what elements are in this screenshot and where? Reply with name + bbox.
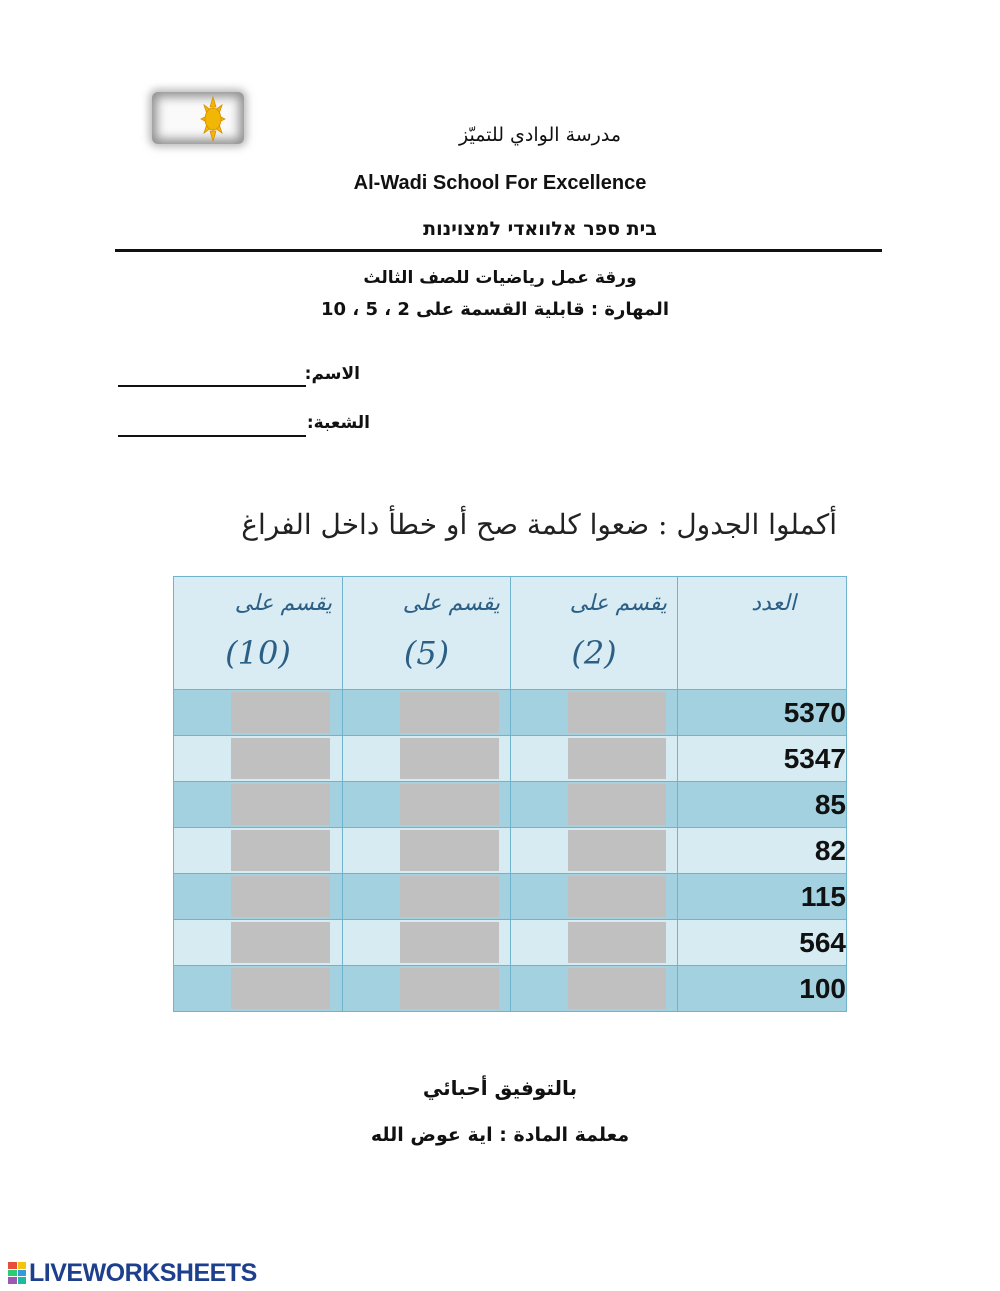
- header-divisible-by-10: [174, 577, 343, 690]
- cell-div-5: [343, 782, 511, 828]
- answer-input-div-10[interactable]: [231, 692, 330, 733]
- cell-div-10: [174, 920, 343, 966]
- answer-input-div-2[interactable]: [568, 830, 666, 871]
- answer-input-div-10[interactable]: [231, 968, 330, 1009]
- cell-div-2: [511, 782, 678, 828]
- cell-div-5: [343, 828, 511, 874]
- header-divisible-by-5: [343, 577, 511, 690]
- answer-input-div-2[interactable]: [568, 922, 666, 963]
- number-cell: 5347: [678, 736, 847, 782]
- closing-wishes: بالتوفيق أحبائي: [422, 1076, 578, 1100]
- instruction-text: أكملوا الجدول : ضعوا كلمة صح أو خطأ داخل الفراغ: [241, 508, 837, 541]
- answer-input-div-5[interactable]: [400, 692, 499, 733]
- school-name-english: Al-Wadi School For Excellence: [353, 172, 647, 194]
- header-divisible-by-2: [511, 577, 678, 690]
- answer-input-div-10[interactable]: [231, 784, 330, 825]
- number-cell: 85: [678, 782, 847, 828]
- header-divisible-label: يقسم على: [402, 591, 500, 616]
- answer-input-div-5[interactable]: [400, 968, 499, 1009]
- answer-input-div-10[interactable]: [231, 738, 330, 779]
- cell-div-10: [174, 966, 343, 1012]
- section-label: الشعبة:: [306, 413, 370, 433]
- cell-div-5: [343, 874, 511, 920]
- answer-input-div-2[interactable]: [568, 692, 666, 733]
- answer-input-div-2[interactable]: [568, 784, 666, 825]
- divisibility-table: [173, 576, 847, 1012]
- header-divisor-2: (2): [571, 634, 617, 672]
- header-divider: [115, 249, 882, 252]
- cell-div-5: [343, 690, 511, 736]
- cell-div-10: [174, 874, 343, 920]
- header-divisible-label: يقسم على: [569, 591, 667, 616]
- answer-input-div-5[interactable]: [400, 922, 499, 963]
- answer-input-div-2[interactable]: [568, 738, 666, 779]
- header-number: [678, 577, 847, 690]
- sun-logo-icon: [198, 95, 228, 143]
- answer-input-div-2[interactable]: [568, 876, 666, 917]
- table-row: [174, 690, 847, 736]
- number-cell: 115: [678, 874, 847, 920]
- cell-div-2: [511, 920, 678, 966]
- number-cell: 100: [678, 966, 847, 1012]
- school-name-arabic: مدرسة الوادي للتميّز: [458, 124, 622, 146]
- answer-input-div-10[interactable]: [231, 830, 330, 871]
- cell-div-2: [511, 690, 678, 736]
- table-row: [174, 874, 847, 920]
- answer-input-div-2[interactable]: [568, 968, 666, 1009]
- teacher-signature: معلمة المادة : اية عوض الله: [370, 1124, 630, 1146]
- worksheet-title: ورقة عمل رياضيات للصف الثالث: [363, 268, 637, 288]
- cell-div-5: [343, 920, 511, 966]
- section-input-line[interactable]: [118, 435, 306, 437]
- cell-div-10: [174, 690, 343, 736]
- liveworksheets-logo[interactable]: [8, 1259, 257, 1287]
- cell-div-10: [174, 736, 343, 782]
- number-cell: 5370: [678, 690, 847, 736]
- cell-div-10: [174, 828, 343, 874]
- answer-input-div-5[interactable]: [400, 876, 499, 917]
- answer-input-div-5[interactable]: [400, 830, 499, 871]
- cell-div-2: [511, 828, 678, 874]
- answer-input-div-5[interactable]: [400, 784, 499, 825]
- cell-div-5: [343, 966, 511, 1012]
- answer-input-div-10[interactable]: [231, 876, 330, 917]
- worksheet-skill: المهارة : قابلية القسمة على 2 ، 5 ، 10: [321, 299, 669, 320]
- number-cell: 564: [678, 920, 847, 966]
- table-row: [174, 828, 847, 874]
- answer-input-div-5[interactable]: [400, 738, 499, 779]
- name-input-line[interactable]: [118, 385, 306, 387]
- number-cell: 82: [678, 828, 847, 874]
- header-divisor-10: (10): [225, 634, 291, 672]
- table-row: [174, 920, 847, 966]
- header-divisor-5: (5): [403, 634, 450, 672]
- table-row: [174, 782, 847, 828]
- header-number-label: العدد: [751, 591, 796, 616]
- cell-div-10: [174, 782, 343, 828]
- header-divisible-label: يقسم على: [234, 591, 332, 616]
- liveworksheets-brand: LIVEWORKSHEETS: [29, 1258, 257, 1287]
- cell-div-2: [511, 736, 678, 782]
- table-row: [174, 966, 847, 1012]
- name-label: الاسم:: [304, 364, 360, 384]
- cell-div-2: [511, 874, 678, 920]
- cell-div-2: [511, 966, 678, 1012]
- liveworksheets-icon: [8, 1262, 26, 1284]
- table-row: [174, 736, 847, 782]
- cell-div-5: [343, 736, 511, 782]
- school-name-hebrew: בית ספר אלוואדי למצוינות: [423, 218, 657, 240]
- answer-input-div-10[interactable]: [231, 922, 330, 963]
